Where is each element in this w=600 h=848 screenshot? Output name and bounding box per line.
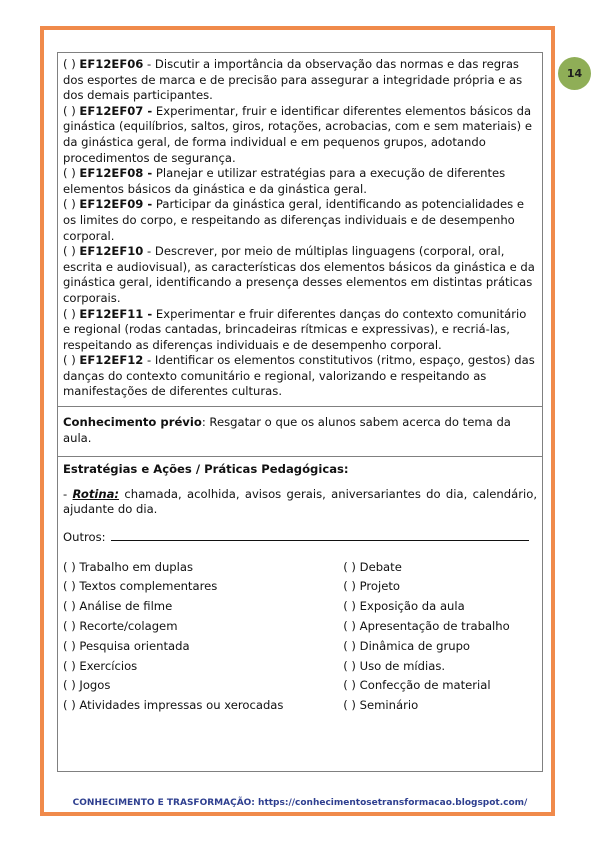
skill-item xyxy=(63,197,537,244)
checklist-item[interactable]: ( ) Atividades impressas ou xerocadas xyxy=(63,698,284,713)
rotina-text: chamada, acolhida, avisos gerais, aniversariantes do dia, calendário, ajudante do dia. xyxy=(63,486,538,517)
page-number-badge: 14 xyxy=(558,57,591,90)
skill-code: EF12EF10 xyxy=(79,244,144,259)
outros-fill-line[interactable] xyxy=(111,529,529,541)
skill-text: - Descrever, por meio de múltiplas linguagens (corporal, oral, escrita e audiovisual), as características dos elementos básicos da ginástica e da ginástica geral, identificando a presença desses elementos em distintas práticas corporais. xyxy=(63,244,535,305)
checkbox-marker[interactable]: ( ) xyxy=(63,306,76,321)
strategies-section xyxy=(58,456,542,716)
skill-text: - Discutir a importância da observação das normas e das regras dos esportes de marca e de precisão para assegurar a integridade própria e as dos demais participantes. xyxy=(63,57,523,103)
checklist-item[interactable]: ( ) Jogos xyxy=(63,678,111,693)
checklist-item[interactable]: ( ) Projeto xyxy=(343,579,401,594)
checkbox-marker[interactable]: ( ) xyxy=(63,57,76,71)
skill-item xyxy=(63,244,537,306)
checklist-item[interactable]: ( ) Exercícios xyxy=(63,658,138,673)
skill-item xyxy=(63,353,537,400)
checkbox-marker[interactable]: ( ) xyxy=(63,166,76,181)
checklist-item[interactable]: ( ) Seminário xyxy=(343,698,419,713)
prior-knowledge-label: Conhecimento prévio xyxy=(63,415,202,430)
skill-item xyxy=(63,57,537,104)
outros-label: Outros: xyxy=(63,530,106,545)
skills-section xyxy=(58,53,542,406)
skill-text: Experimentar e fruir diferentes danças do contexto comunitário e regional (rodas cantadas, brincadeiras rítmicas e expressivas), e recriá-las, respeitando as diferenças individuais e de desempenho corporal. xyxy=(63,306,527,352)
skill-code: EF12EF12 xyxy=(79,353,144,368)
skill-item xyxy=(63,307,537,354)
checkbox-marker[interactable]: ( ) xyxy=(63,197,76,212)
skill-code: EF12EF09 - xyxy=(79,197,153,212)
checklist-item[interactable]: ( ) Debate xyxy=(343,559,402,574)
checklist-item[interactable]: ( ) Recorte/colagem xyxy=(63,619,178,634)
prior-knowledge-text: : Resgatar o que os alunos sabem acerca do tema da aula. xyxy=(63,415,511,445)
checkbox-marker[interactable]: ( ) xyxy=(63,353,76,368)
rotina-label: Rotina: xyxy=(72,486,120,501)
checklist-item[interactable]: ( ) Confecção de material xyxy=(343,678,491,693)
checklist-item[interactable]: ( ) Apresentação de trabalho xyxy=(343,619,510,634)
checklist-item[interactable]: ( ) Análise de filme xyxy=(63,599,173,614)
checklist-item[interactable]: ( ) Textos complementares xyxy=(63,579,218,594)
checklist-item[interactable]: ( ) Uso de mídias. xyxy=(343,658,446,673)
skill-code: EF12EF11 - xyxy=(79,306,153,321)
checkbox-marker[interactable]: ( ) xyxy=(63,103,76,118)
checklist-item[interactable]: ( ) Pesquisa orientada xyxy=(63,638,190,653)
checklist xyxy=(63,558,537,716)
skill-item xyxy=(63,104,537,166)
checklist-left-column xyxy=(63,558,343,716)
skill-text: Planejar e utilizar estratégias para a execução de diferentes elementos básicos da ginástica e da ginástica geral. xyxy=(63,166,506,196)
skill-text: Participar da ginástica geral, identificando as potencialidades e os limites do corpo, e respeitando as diferenças individuais e de desempenho corporal. xyxy=(63,197,524,243)
checkbox-marker[interactable]: ( ) xyxy=(63,244,76,259)
rotina-paragraph xyxy=(63,487,537,518)
lesson-plan-table xyxy=(57,52,543,772)
skill-code: EF12EF06 xyxy=(79,57,144,71)
checklist-right-column xyxy=(343,558,537,716)
skill-text: Experimentar, fruir e identificar diferentes elementos básicos da ginástica (equilíbrios, saltos, giros, rotações, acrobacias, com e sem materiais) e da ginástica geral, de forma individual e em pequenos grupos, adotando procedimentos de segurança. xyxy=(63,103,533,165)
skill-item xyxy=(63,166,537,197)
skill-code: EF12EF08 - xyxy=(79,166,153,181)
outros-row xyxy=(63,529,537,546)
skill-code: EF12EF07 - xyxy=(79,103,153,118)
checklist-item[interactable]: ( ) Trabalho em duplas xyxy=(63,559,194,574)
skill-text: - Identificar os elementos constitutivos (ritmo, espaço, gestos) das danças do contexto comunitário e regional, valorizando e respeitando as manifestações de diferentes culturas. xyxy=(63,353,535,399)
rotina-prefix: - xyxy=(63,486,73,501)
strategies-title: Estratégias e Ações / Práticas Pedagógicas: xyxy=(63,462,349,477)
checklist-item[interactable]: ( ) Exposição da aula xyxy=(343,599,465,614)
footer-text: CONHECIMENTO E TRASFORMAÇÃO: https://conhecimentosetransformacao.blogspot.com/ xyxy=(72,798,528,808)
checklist-item[interactable]: ( ) Dinâmica de grupo xyxy=(343,638,471,653)
prior-knowledge-section xyxy=(58,406,542,456)
